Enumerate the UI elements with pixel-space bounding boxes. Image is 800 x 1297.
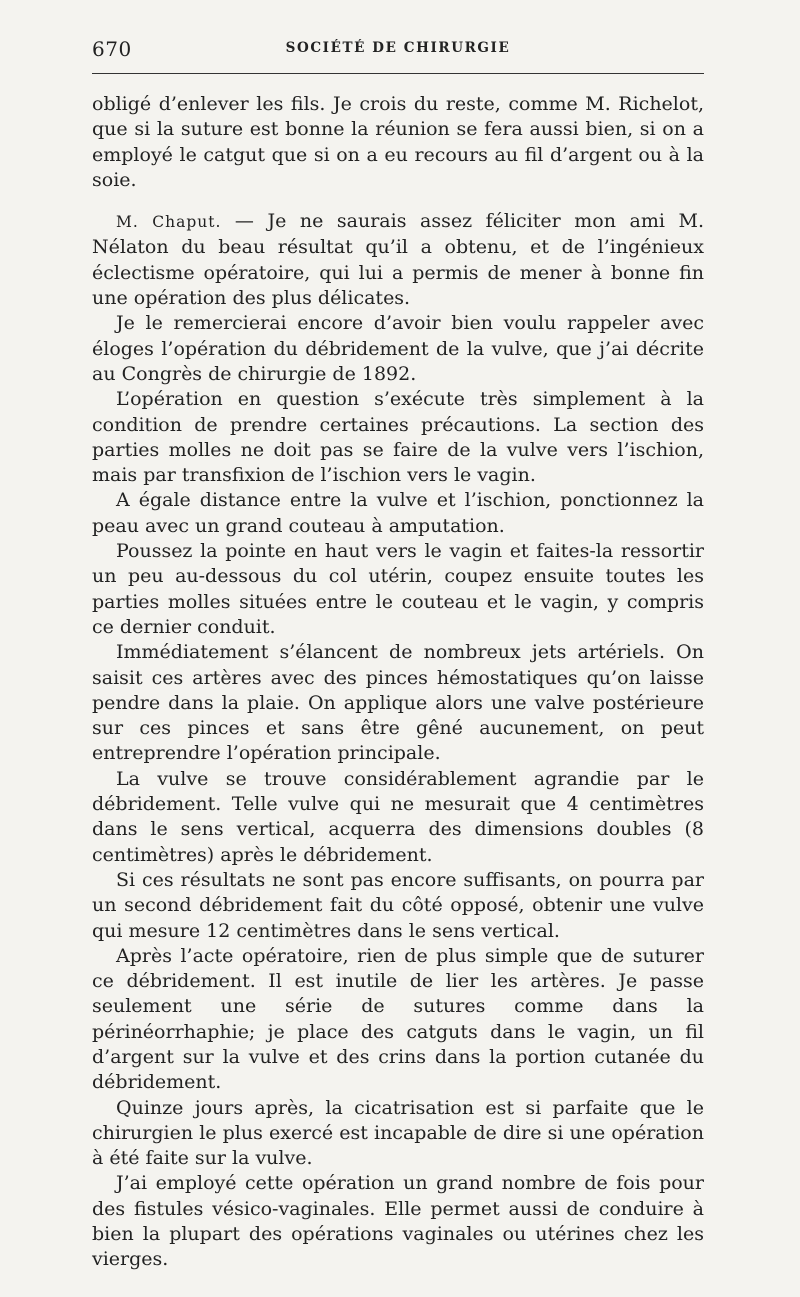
running-head (92, 37, 704, 61)
paragraph: Je le remercierai encore d’avoir bien voulu rappeler avec éloges l’opération du débridement de la vulve, que j’ai décrite au Congrès de chirurgie de 1892. (92, 312, 704, 385)
paragraph: A égale distance entre la vulve et l’ischion, ponctionnez la peau avec un grand couteau à amputation. (92, 489, 704, 537)
body-text (92, 92, 704, 1273)
paragraph: Poussez la pointe en haut vers le vagin et faites-la ressortir un peu au-dessous du col utérin, coupez ensuite toutes les parties molles situées entre le couteau et le vagin, y compris ce dernier conduit. (92, 540, 704, 638)
paragraph: J’ai employé cette opération un grand nombre de fois pour des fistules vésico-vaginales. Elle permet aussi de conduire à bien la plupart des opérations vaginales ou utérines chez les vierges. (92, 1172, 704, 1271)
paragraph: Si ces résultats ne sont pas encore suffisants, on pourra par un second débridement fait du côté opposé, obtenir une vulve qui mesure 12 centimètres dans le sens vertical. (92, 868, 704, 942)
speech-text: — Je ne saurais assez féliciter mon ami M. Nélaton du beau résultat qu’il a obtenu, et de l’ingénieux éclectisme opératoire, qui lui a permis de mener à bonne fin une opération des plus délicates. (92, 210, 704, 310)
paragraph: La vulve se trouve considérablement agrandie par le débridement. Telle vulve qui ne mesurait que 4 centimètres dans le sens vertical, acquerra des dimensions doubles (8 centimètres) après le débridement. (92, 767, 704, 866)
paragraph: Après l’acte opératoire, rien de plus simple que de suturer ce débridement. Il est inutile de lier les artères. Je passe seulement une série de sutures comme dans la périnéorrhaphie; je place des catguts dans le vagin, un fil d’argent sur la vulve et des crins dans la portion cutanée du débridement. (92, 944, 704, 1094)
speech-paragraph (92, 209, 704, 311)
header-rule (92, 73, 704, 74)
paragraph: obligé d’enlever les fils. Je crois du reste, comme M. Richelot, que si la suture est bonne la réunion se fera aussi bien, si on a employé le catgut que si on a eu recours au fil d’argent ou à la soie. (92, 93, 704, 191)
running-title: SOCIÉTÉ DE CHIRURGIE (285, 40, 511, 56)
page-number: 670 (92, 37, 132, 61)
paragraph: Quinze jours après, la cicatrisation est si parfaite que le chirurgien le plus exercé est incapable de dire si une opération à été faite sur la vulve. (92, 1096, 704, 1170)
paragraph: Immédiatement s’élancent de nombreux jets artériels. On saisit ces artères avec des pinces hémostatiques qu’on laisse pendre dans la plaie. On applique alors une valve postérieure sur ces pinces et sans être gêné aucunement, on peut entreprendre l’opération principale. (92, 641, 704, 765)
speaker-name: M. Chaput. (116, 213, 222, 232)
paragraph: L’opération en question s’exécute très simplement à la condition de prendre certaines précautions. La section des parties molles ne doit pas se faire de la vulve vers l’ischion, mais par transfixion de l’ischion vers le vagin. (92, 388, 704, 487)
